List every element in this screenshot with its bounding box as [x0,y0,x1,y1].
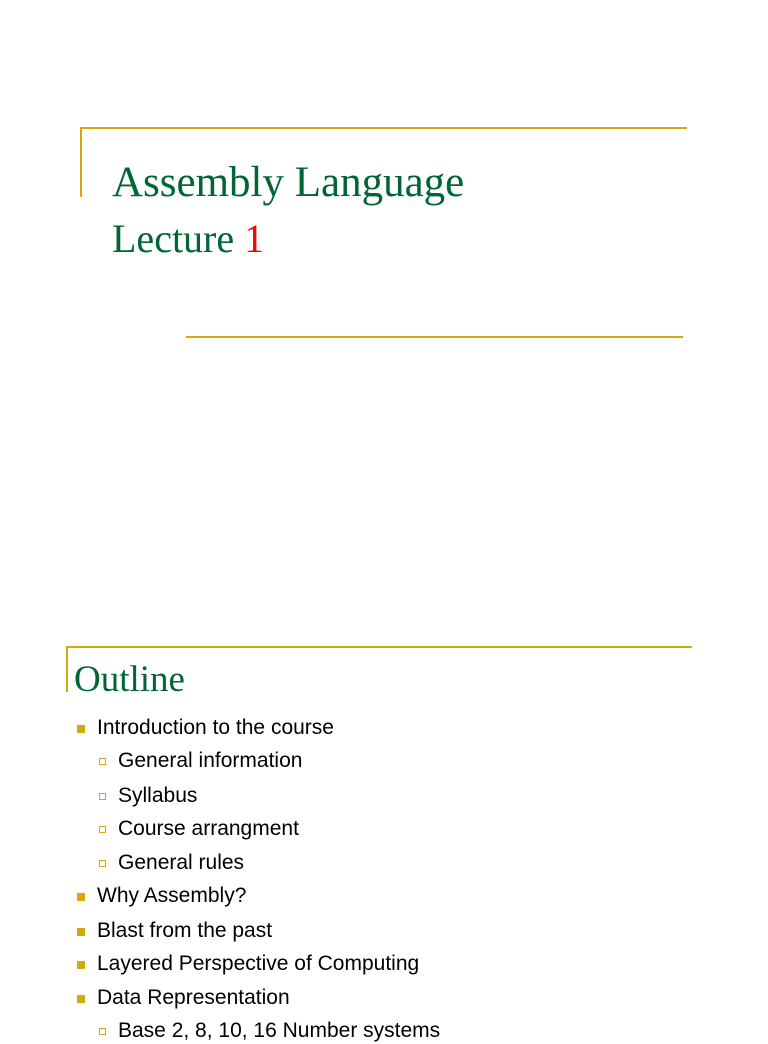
bottom-frame-rule [186,336,683,338]
hollow-square-bullet-icon [99,793,106,800]
outline-list [0,576,768,1042]
outline-subitem [118,1018,440,1044]
outline-subitem [118,748,302,774]
hollow-square-bullet-icon [99,1028,106,1035]
outline-item [97,951,419,977]
outline-slide [0,576,768,1042]
outline-subitem-text: General rules [118,851,245,874]
hollow-square-bullet-icon [99,826,106,833]
left-frame-rule [80,127,82,197]
outline-title: Outline [74,659,185,700]
outline-subitem-text: Course arrangment [118,817,299,840]
outline-subitem [118,850,244,876]
slide-title: Assembly Language [112,159,465,206]
square-bullet-icon [77,961,85,969]
outline-item-text: Blast from the past [97,919,273,942]
square-bullet-icon [77,725,85,733]
subtitle-prefix: Lecture [112,216,245,261]
outline-subitem [118,783,197,809]
outline-item [97,883,246,909]
outline-item-text: Layered Perspective of Computing [97,952,420,975]
outline-subitem-text: Base 2, 8, 10, 16 Number systems [118,1019,441,1042]
square-bullet-icon [77,893,85,901]
lecture-number: 1 [244,216,265,261]
outline-item [97,715,334,741]
outline-item [97,918,272,944]
outline-item [97,985,290,1011]
slide-subtitle [112,214,264,264]
outline-subitem [118,816,299,842]
square-bullet-icon [77,995,85,1003]
outline-subitem-text: General information [118,749,303,772]
square-bullet-icon [77,928,85,936]
outline-item-text: Why Assembly? [97,884,247,907]
outline-subitem-text: Syllabus [118,784,198,807]
outline-item-text: Data Representation [97,986,290,1009]
hollow-square-bullet-icon [99,860,106,867]
hollow-square-bullet-icon [99,758,106,765]
outline-item-text: Introduction to the course [97,716,334,739]
top-frame-rule [80,127,687,129]
